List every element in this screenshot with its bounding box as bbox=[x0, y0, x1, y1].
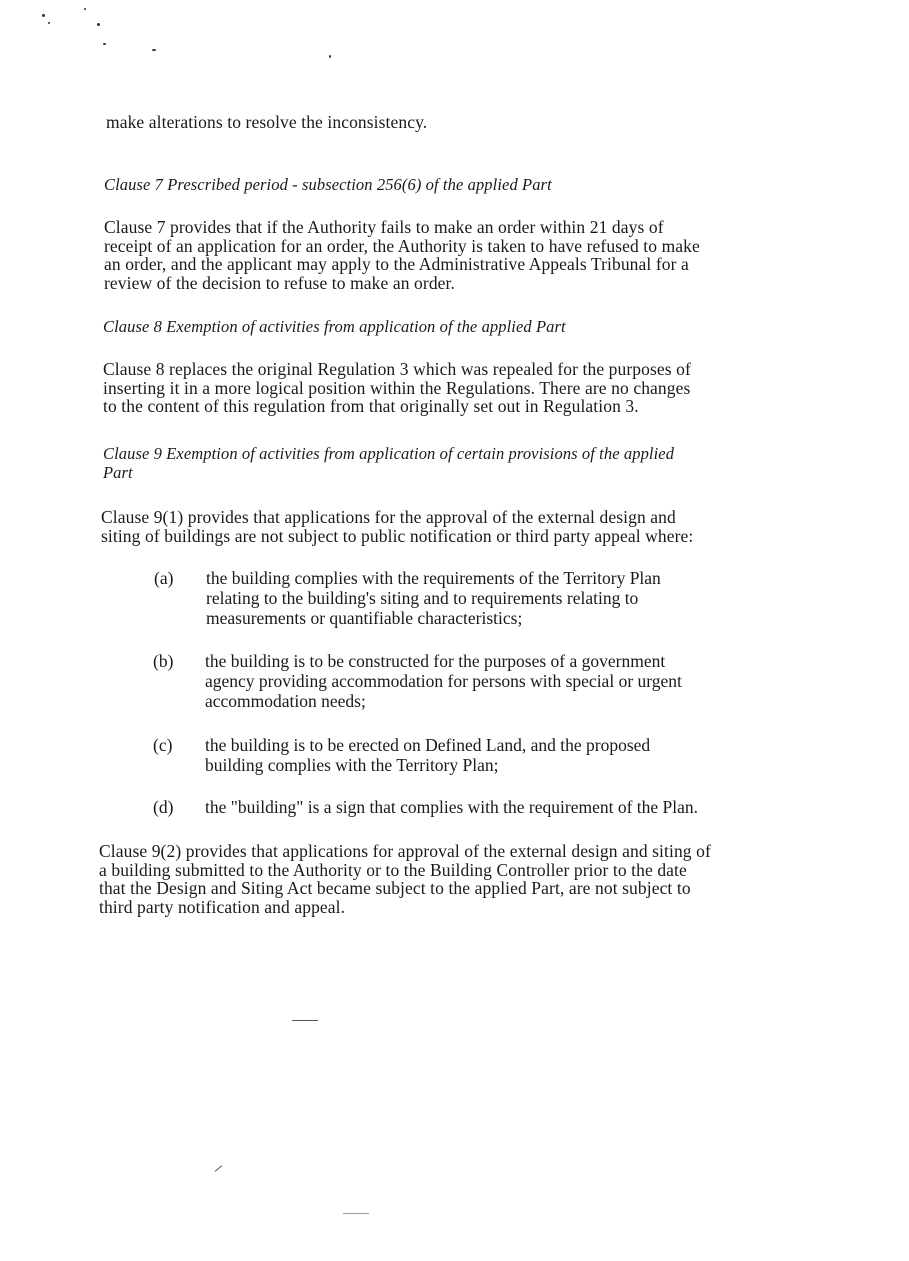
clause-8-paragraph bbox=[103, 360, 691, 416]
list-line: relating to the building's siting and to requirements relating to bbox=[206, 588, 639, 608]
intro-paragraph bbox=[106, 113, 427, 132]
intro-line: make alterations to resolve the inconsistency. bbox=[106, 112, 428, 132]
list-item-c bbox=[153, 735, 793, 777]
scan-speck bbox=[329, 55, 331, 58]
list-line: agency providing accommodation for persons with special or urgent bbox=[205, 671, 682, 691]
list-label: (b) bbox=[153, 651, 174, 671]
paragraph-line: review of the decision to refuse to make an order. bbox=[104, 272, 455, 293]
paragraph-line: Clause 9(1) provides that applications for the approval of the external design and bbox=[101, 507, 676, 527]
paragraph-line: to the content of this regulation from that originally set out in Regulation 3. bbox=[103, 396, 639, 416]
clause-8-heading: Clause 8 Exemption of activities from application of the applied Part bbox=[103, 317, 566, 336]
list-line: measurements or quantifiable characteristics; bbox=[206, 608, 523, 628]
paragraph-line: an order, and the applicant may apply to the Administrative Appeals Tribunal for a bbox=[104, 254, 689, 274]
list-line: the "building" is a sign that complies with the requirement of the Plan. bbox=[205, 797, 699, 817]
list-item-a bbox=[154, 568, 794, 630]
scan-dash bbox=[292, 1020, 318, 1021]
paragraph-line: that the Design and Siting Act became subject to the applied Part, are not subject to bbox=[99, 878, 691, 898]
scan-dash bbox=[215, 1165, 223, 1172]
list-line: the building is to be constructed for the purposes of a government bbox=[205, 651, 666, 671]
clause-7-heading: Clause 7 Prescribed period - subsection 256(6) of the applied Part bbox=[104, 175, 552, 194]
scan-speck bbox=[152, 49, 156, 51]
paragraph-line: receipt of an application for an order, the Authority is taken to have refused to make bbox=[104, 235, 700, 256]
clause-9-heading: Clause 9 Exemption of activities from application of certain provisions of the applied Part bbox=[103, 444, 675, 482]
list-line: the building is to be erected on Defined Land, and the proposed bbox=[205, 735, 651, 755]
scan-speck bbox=[42, 14, 45, 17]
list-label: (d) bbox=[153, 797, 174, 817]
paragraph-line: Clause 9(2) provides that applications for approval of the external design and siting of bbox=[99, 841, 711, 861]
list-line: building complies with the Territory Plan; bbox=[205, 755, 499, 775]
clause-7-paragraph bbox=[104, 218, 700, 292]
paragraph-line: inserting it in a more logical position within the Regulations. There are no changes bbox=[103, 377, 691, 398]
list-item-d bbox=[153, 797, 833, 819]
scan-speck bbox=[84, 8, 86, 10]
list-label: (a) bbox=[154, 568, 174, 588]
clause-9-1-paragraph bbox=[101, 508, 693, 545]
list-line: the building complies with the requirements of the Territory Plan bbox=[206, 568, 661, 588]
list-label: (c) bbox=[153, 735, 173, 755]
paragraph-line: Clause 7 provides that if the Authority fails to make an order within 21 days of bbox=[104, 217, 664, 237]
paragraph-line: third party notification and appeal. bbox=[99, 896, 346, 917]
paragraph-line: siting of buildings are not subject to public notification or third party appeal where: bbox=[101, 525, 694, 546]
list-line: accommodation needs; bbox=[205, 691, 366, 711]
scan-speck bbox=[48, 22, 50, 24]
scan-dash bbox=[343, 1213, 369, 1214]
scan-speck bbox=[103, 43, 106, 45]
paragraph-line: Clause 8 replaces the original Regulation 3 which was repealed for the purposes of bbox=[103, 359, 691, 379]
scan-speck bbox=[97, 23, 100, 26]
paragraph-line: a building submitted to the Authority or to the Building Controller prior to the date bbox=[99, 859, 687, 880]
list-item-b bbox=[153, 651, 793, 713]
clause-9-2-paragraph bbox=[99, 842, 711, 916]
